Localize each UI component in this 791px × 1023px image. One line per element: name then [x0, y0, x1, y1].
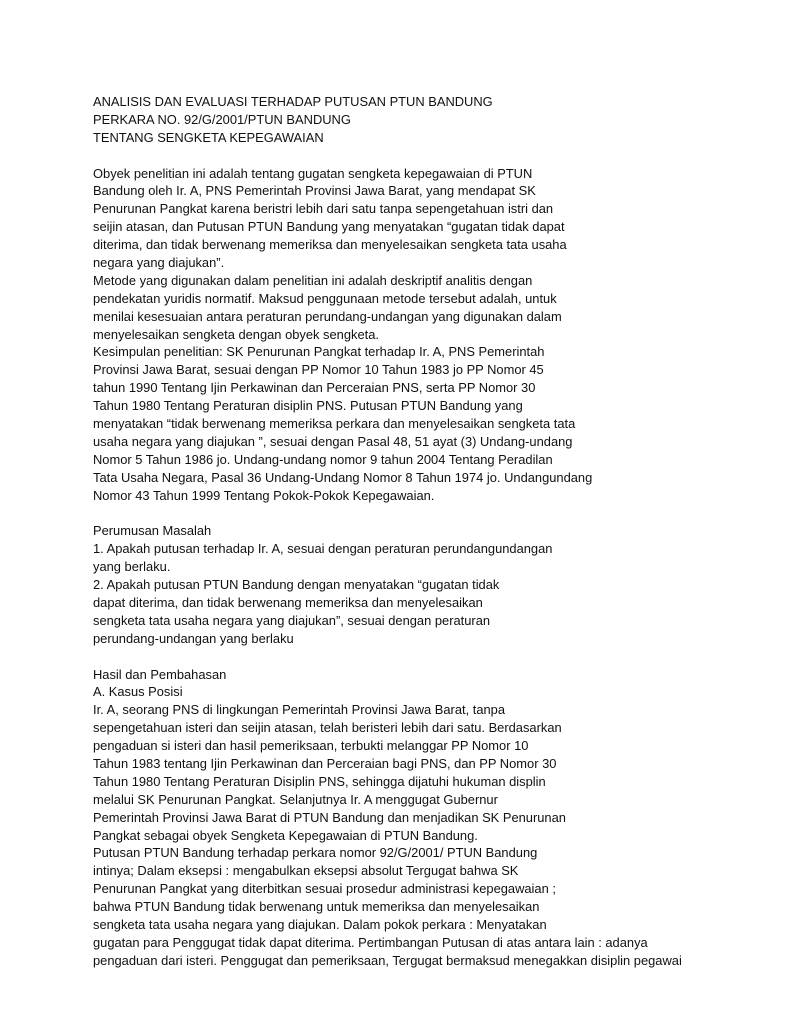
text-line: melalui SK Penurunan Pangkat. Selanjutnya Ir. A menggugat Gubernur — [93, 791, 498, 807]
text-line: perundang-undangan yang berlaku — [93, 630, 294, 646]
text-line: negara yang diajukan”. — [93, 255, 225, 271]
paragraph-gap — [93, 504, 733, 522]
text-line: Metode yang digunakan dalam penelitian ini adalah deskriptif analitis dengan — [93, 272, 533, 288]
paragraph-gap — [93, 648, 733, 666]
heading-line: ANALISIS DAN EVALUASI TERHADAP PUTUSAN PTUN BANDUNG — [93, 94, 493, 109]
text-line: Nomor 43 Tahun 1999 Tentang Pokok-Pokok Kepegawaian. — [93, 487, 435, 503]
hasil-section — [93, 666, 733, 970]
text-line: menyatakan “tidak berwenang memeriksa perkara dan menyelesaikan sengketa tata — [93, 416, 576, 432]
document-page — [93, 93, 733, 970]
text-line: Tahun 1983 tentang Ijin Perkawinan dan Perceraian bagi PNS, dan PP Nomor 30 — [93, 755, 557, 771]
text-line: tahun 1990 Tentang Ijin Perkawinan dan Perceraian PNS, serta PP Nomor 30 — [93, 380, 536, 396]
subsection-heading: A. Kasus Posisi — [93, 684, 183, 700]
text-line: Tata Usaha Negara, Pasal 36 Undang-Undang Nomor 8 Tahun 1974 jo. Undangundang — [93, 469, 593, 485]
text-line: usaha negara yang diajukan ”, sesuai dengan Pasal 48, 51 ayat (3) Undang-undang — [93, 433, 573, 449]
text-line: Obyek penelitian ini adalah tentang gugatan sengketa kepegawaian di PTUN — [93, 165, 533, 181]
text-line: Penurunan Pangkat karena beristri lebih dari satu tanpa sepengetahuan istri dan — [93, 201, 554, 217]
intro-section — [93, 165, 733, 505]
text-line: bahwa PTUN Bandung tidak berwenang untuk memeriksa dan menyelesaikan — [93, 899, 540, 915]
text-line: menyelesaikan sengketa dengan obyek sengketa. — [93, 326, 379, 342]
text-line: Penurunan Pangkat yang diterbitkan sesuai prosedur administrasi kepegawaian ; — [93, 881, 556, 897]
text-line: Bandung oleh Ir. A, PNS Pemerintah Provinsi Jawa Barat, yang mendapat SK — [93, 183, 536, 199]
text-line: pengaduan si isteri dan hasil pemeriksaan, terbukti melanggar PP Nomor 10 — [93, 738, 529, 754]
document-heading — [93, 93, 733, 147]
text-line: 2. Apakah putusan PTUN Bandung dengan menyatakan “gugatan tidak — [93, 577, 500, 593]
text-line: seijin atasan, dan Putusan PTUN Bandung yang menyatakan “gugatan tidak dapat — [93, 219, 565, 235]
text-line: 1. Apakah putusan terhadap Ir. A, sesuai dengan peraturan perundangundangan — [93, 541, 553, 557]
text-line: Tahun 1980 Tentang Peraturan Disiplin PNS, sehingga dijatuhi hukuman displin — [93, 773, 546, 789]
heading-line: TENTANG SENGKETA KEPEGAWAIAN — [93, 129, 324, 145]
text-line: Nomor 5 Tahun 1986 jo. Undang-undang nomor 9 tahun 2004 Tentang Peradilan — [93, 451, 553, 467]
heading-line: PERKARA NO. 92/G/2001/PTUN BANDUNG — [93, 111, 351, 127]
text-line: pendekatan yuridis normatif. Maksud penggunaan metode tersebut adalah, untuk — [93, 290, 557, 306]
text-line: Pemerintah Provinsi Jawa Barat di PTUN Bandung dan menjadikan SK Penurunan — [93, 809, 566, 825]
text-line: Provinsi Jawa Barat, sesuai dengan PP Nomor 10 Tahun 1983 jo PP Nomor 45 — [93, 362, 544, 378]
text-line: Tahun 1980 Tentang Peraturan disiplin PNS. Putusan PTUN Bandung yang — [93, 398, 523, 414]
text-line: Kesimpulan penelitian: SK Penurunan Pangkat terhadap Ir. A, PNS Pemerintah — [93, 344, 545, 360]
text-line: diterima, dan tidak berwenang memeriksa dan menyelesaikan sengketa tata usaha — [93, 237, 567, 253]
text-line: sengketa tata usaha negara yang diajukan”, sesuai dengan peraturan — [93, 612, 491, 628]
text-line: intinya; Dalam eksepsi : mengabulkan eksepsi absolut Tergugat bahwa SK — [93, 863, 519, 879]
text-line: sepengetahuan isteri dan seijin atasan, telah beristeri lebih dari satu. Berdasarkan — [93, 720, 562, 736]
text-line: sengketa tata usaha negara yang diajukan. Dalam pokok perkara : Menyatakan — [93, 916, 547, 932]
text-line: menilai kesesuaian antara peraturan perundang-undangan yang digunakan dalam — [93, 308, 562, 324]
text-line: Putusan PTUN Bandung terhadap perkara nomor 92/G/2001/ PTUN Bandung — [93, 845, 538, 861]
section-heading: Hasil dan Pembahasan — [93, 666, 227, 682]
text-line: dapat diterima, dan tidak berwenang memeriksa dan menyelesaikan — [93, 594, 483, 610]
text-line: yang berlaku. — [93, 559, 171, 575]
text-line: pengaduan dari isteri. Penggugat dan pemeriksaan, Tergugat bermaksud menegakkan disiplin pegawai — [93, 952, 682, 968]
perumusan-section — [93, 522, 733, 647]
text-line: Ir. A, seorang PNS di lingkungan Pemerintah Provinsi Jawa Barat, tanpa — [93, 702, 506, 718]
section-heading: Perumusan Masalah — [93, 523, 212, 539]
paragraph-gap — [93, 147, 733, 165]
text-line: Pangkat sebagai obyek Sengketa Kepegawaian di PTUN Bandung. — [93, 827, 478, 843]
text-line: gugatan para Penggugat tidak dapat diterima. Pertimbangan Putusan di atas antara lain : adanya — [93, 934, 648, 950]
